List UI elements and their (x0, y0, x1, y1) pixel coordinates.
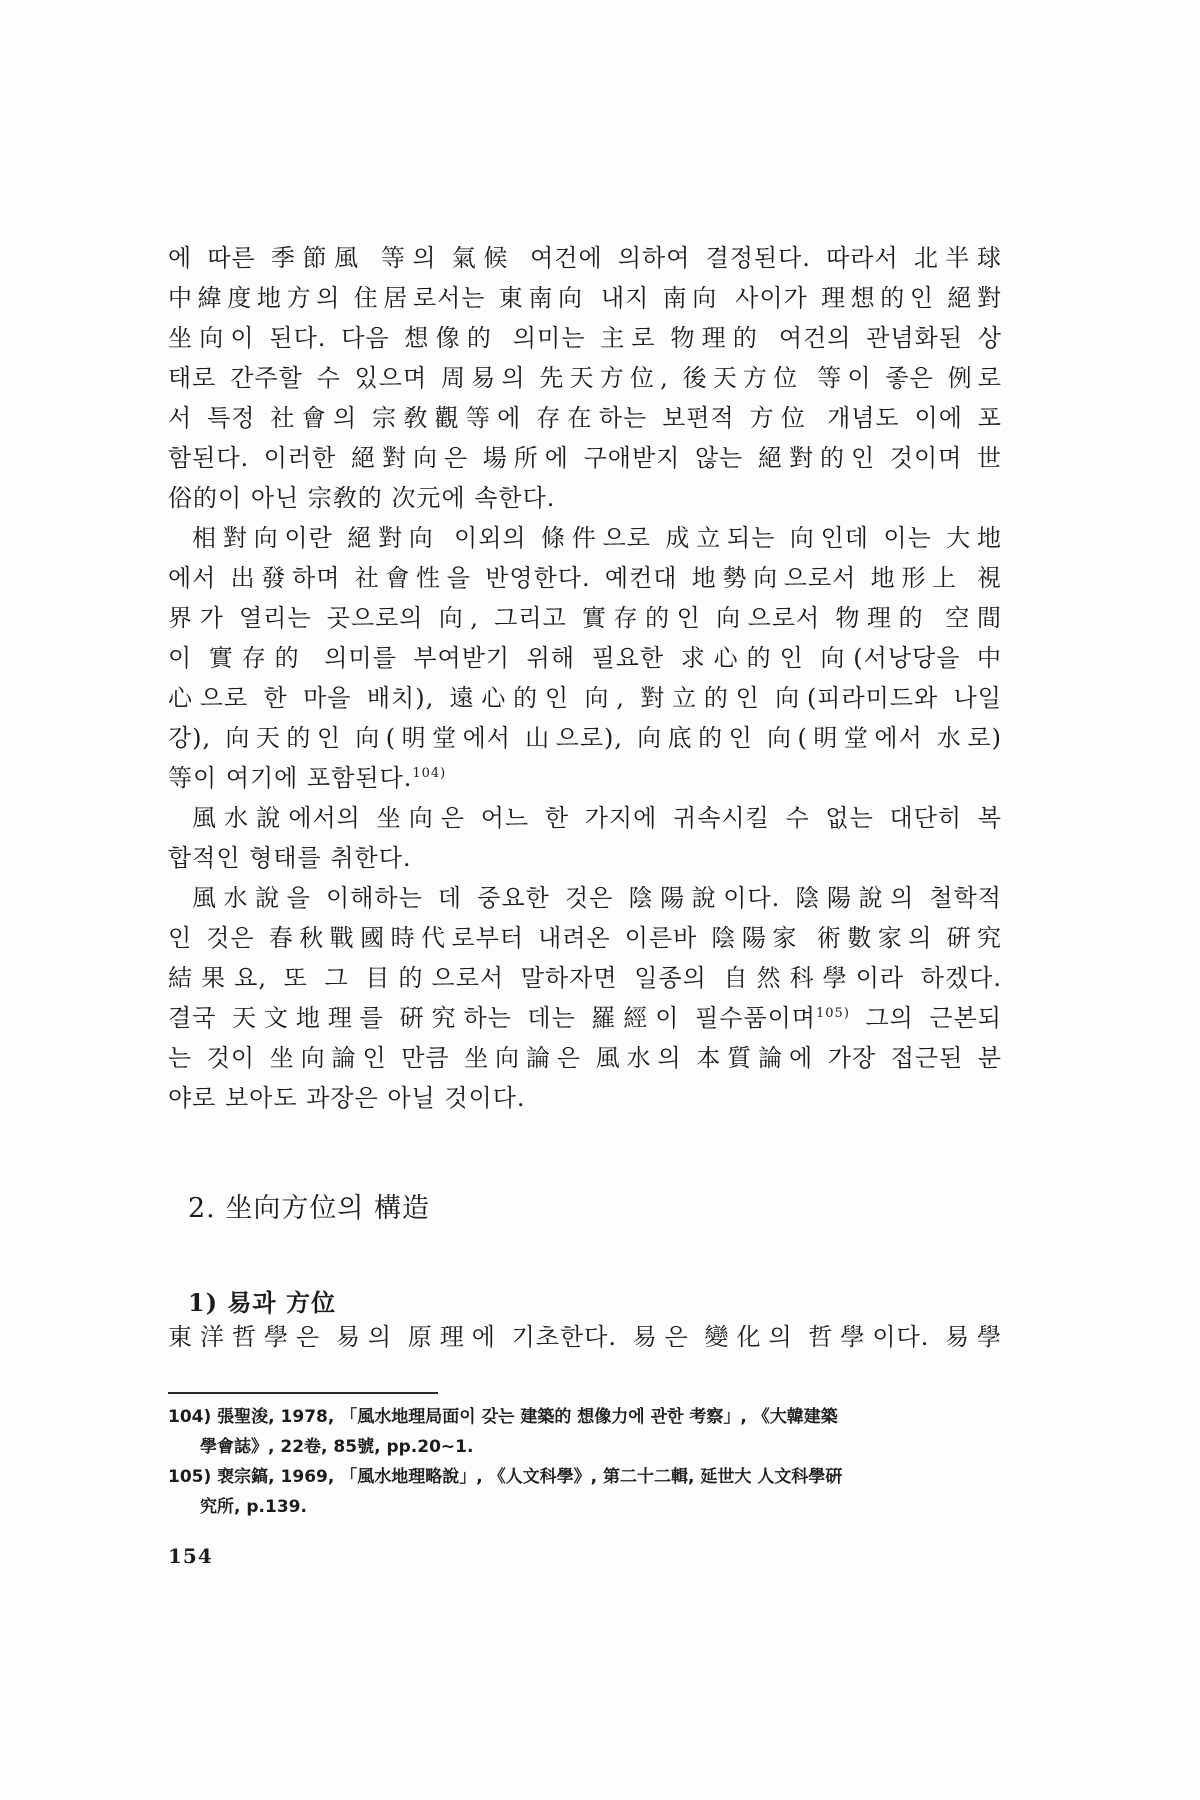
text-line: 강), 向天的인 向(明堂에서 山으로), 向底的인 向(明堂에서 水로) (168, 724, 1002, 752)
subsection-heading: 1) 易과 方位 (188, 1288, 336, 1317)
text-line: 結果요, 또 그 目的으로서 말하자면 일종의 自然科學이라 하겠다. (168, 964, 1002, 992)
text-line: 心으로 한 마을 배치), 遠心的인 向, 對立的인 向(피라미드와 나일 (168, 684, 1002, 712)
text-line (168, 758, 1002, 798)
text-line: 이 實存的 의미를 부여받기 위해 필요한 求心的인 向(서낭당을 中 (168, 644, 1002, 672)
text-span: 等이 여기에 포함된다. (168, 764, 413, 792)
text-line: 東洋哲學은 易의 原理에 기초한다. 易은 變化의 哲學이다. 易學 (168, 1323, 1002, 1351)
paragraph-start: 風水說에서의 坐向은 어느 한 가지에 귀속시킬 수 없는 대단히 복 (192, 804, 1002, 832)
body-text (168, 238, 1002, 1118)
text-line: 에 따른 季節風 等의 氣候 여건에 의하여 결정된다. 따라서 北半球 (168, 244, 1002, 272)
text-line: 中緯度地方의 住居로서는 東南向 내지 南向 사이가 理想的인 絕對 (168, 284, 1002, 312)
text-line: 인 것은 春秋戰國時代로부터 내려온 이른바 陰陽家 術數家의 硏究 (168, 924, 1002, 952)
paragraph-start: 風水說을 이해하는 데 중요한 것은 陰陽說이다. 陰陽說의 철학적 (192, 884, 1002, 912)
text-line: 합적인 형태를 취한다. (168, 844, 412, 872)
text-span: 그의 근본되 (849, 1004, 1002, 1032)
text-line: 함된다. 이러한 絕對向은 場所에 구애받지 않는 絕對的인 것이며 世 (168, 444, 1002, 472)
text-line: 俗的이 아닌 宗敎的 次元에 속한다. (168, 484, 556, 512)
footnote-105-continued: 究所, p.139. (200, 1497, 307, 1517)
text-line: 는 것이 坐向論인 만큼 坐向論은 風水의 本質論에 가장 접근된 분 (168, 1044, 1002, 1072)
text-line: 야로 보아도 과장은 아닐 것이다. (168, 1084, 526, 1112)
footnote-ref-105: 105) (816, 1006, 850, 1021)
text-line: 에서 出發하며 社會性을 반영한다. 예컨대 地勢向으로서 地形上 視 (168, 564, 1002, 592)
text-line (168, 998, 1002, 1038)
footnote-105: 105) 裵宗鎬, 1969, 「風水地理略說」, 《人文科學》, 第二十二輯, 延世大 人文科學硏 (168, 1467, 843, 1487)
page-number: 154 (168, 1544, 213, 1568)
footnote-ref-104: 104) (412, 766, 447, 781)
text-line: 서 특정 社會의 宗敎觀等에 存在하는 보편적 方位 개념도 이에 포 (168, 404, 1002, 432)
text-line: 界가 열리는 곳으로의 向, 그리고 實存的인 向으로서 物理的 空間 (168, 604, 1002, 632)
footnote-divider (168, 1392, 438, 1394)
footnote-104: 104) 張聖浚, 1978, 「風水地理局面이 갖는 建築的 想像力에 관한 考察」, 《大韓建築 (168, 1407, 838, 1427)
paragraph-start: 相對向이란 絕對向 이외의 條件으로 成立되는 向인데 이는 大地 (192, 524, 1002, 552)
footnotes (168, 1402, 1002, 1522)
text-span: 결국 天文地理를 硏究하는 데는 羅經이 필수품이며 (168, 1004, 816, 1032)
text-line: 태로 간주할 수 있으며 周易의 先天方位, 後天方位 等이 좋은 例로 (168, 364, 1002, 392)
section-heading: 2. 坐向方位의 構造 (188, 1193, 431, 1224)
text-line: 坐向이 된다. 다음 想像的 의미는 主로 物理的 여건의 관념화된 상 (168, 324, 1002, 352)
footnote-104-continued: 學會誌》, 22卷, 85號, pp.20~1. (200, 1437, 474, 1457)
